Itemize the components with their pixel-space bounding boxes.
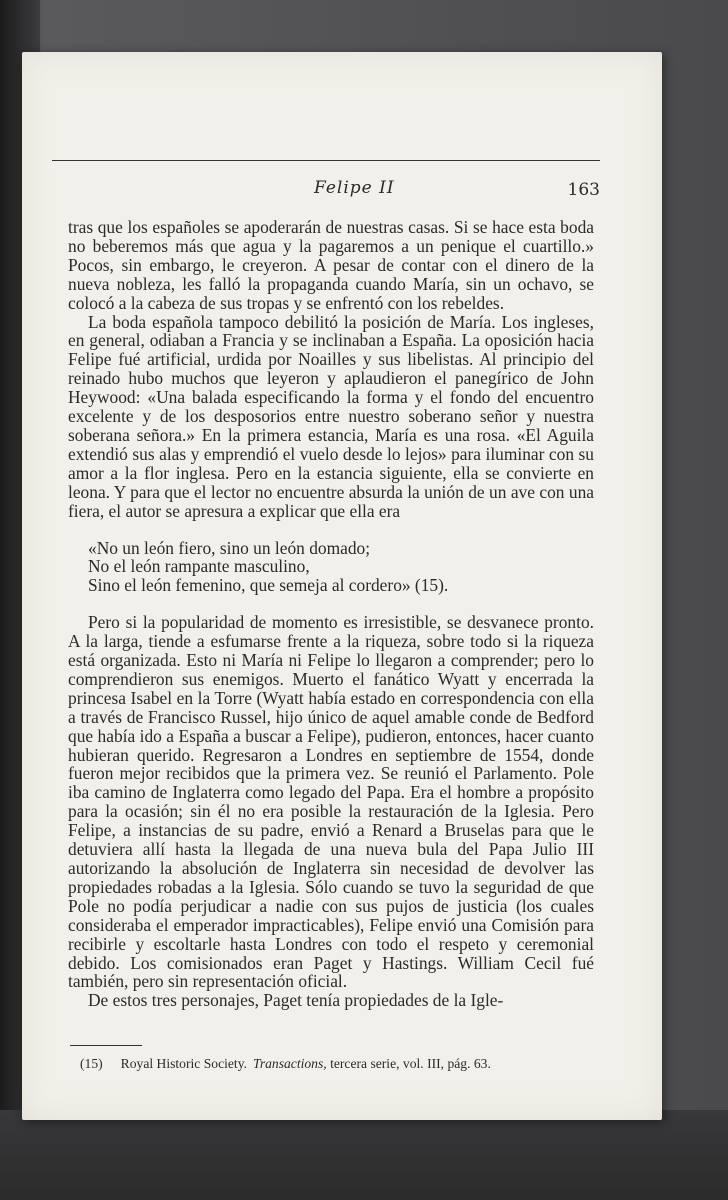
footnote-rule [70, 1045, 142, 1046]
footnote-number: (15) [80, 1056, 103, 1071]
background-table [0, 1110, 728, 1200]
body-text [68, 218, 594, 1010]
footnote-details: tercera serie, vol. III, pág. 63. [330, 1056, 491, 1071]
paragraph-2: La boda española tampoco debilitó la posición de María. Los ingleses, en general, odiaban a Francia y se inclinaban a España. La oposición hacia Felipe fué artificial, urdida por Noailles y sus libelistas. Al principio del reinado hubo muchos que leyeron y aplaudieron el panegírico de John Heywood: «Una balada especificando la forma y el fondo del encuentro excelente y de los desposorios entre nuestro soberano señor y nuestra soberana señora.» En la primera estancia, María es una rosa. «El Aguila extendió sus alas y emprendió el vuelo desde lo lejos» para iluminar con su amor a la flor inglesa. Pero en la estancia siguiente, ella se convierte en leona. Y para que el lector no encuentre absurda la unión de un ave con una fiera, el autor se apresura a explicar que ella era [68, 311, 594, 521]
verse-quote [88, 539, 594, 596]
footnote [80, 1056, 600, 1072]
verse-line: Sino el león femenino, que semeja al cordero» (15). [88, 575, 449, 596]
book-page [22, 52, 662, 1120]
verse-line: «No un león fiero, sino un león domado; [88, 537, 371, 558]
footnote-source: Royal Historic Society. [120, 1056, 248, 1071]
paragraph-3: Pero si la popularidad de momento es irresistible, se desvanece pronto. A la larga, tiende a esfumarse frente a la riqueza, sobre todo si la riqueza está organizada. Esto ni María ni Felipe lo llegaron a comprender; pero lo comprendieron sus enemigos. Muerto el fanático Wyatt y encerrada la princesa Isabel en la Torre (Wyatt había estado en correspondencia con ella a través de Francisco Russel, hijo único de aquel amable conde de Bedford que había ido a España a buscar a Felipe), pudieron, entonces, hacer cuanto hubieran querido. Regresaron a Londres en septiembre de 1554, donde fueron mejor recibidos que la primera vez. Se reunió el Parlamento. Pole iba camino de Inglaterra como legado del Papa. Era el hombre a propósito para la ocasión; sin él no era posible la restauración de la Iglesia. Pero Felipe, a instancias de su padre, envió a Renard a Bruselas para que le detuviera allí hasta la llegada de una nueva bula del Papa Julio III autorizando la absolución de Inglaterra sin necesidad de devolver las propiedades robadas a la Iglesia. Sólo cuando se tuvo la seguridad de que Pole no podía perjudicar a nadie con sus pujos de justicia (los cuales consideraba el emperador impracticables), Felipe envió una Comisión para recibirle y escoltarle hasta Londres con todo el respeto y ceremonial debido. Los comisionados eran Paget y Hastings. William Cecil fué también, pero sin representación oficial. [68, 612, 594, 992]
paragraph-4: De estos tres personajes, Paget tenía propiedades de la Igle- [88, 990, 504, 1011]
verse-line: No el león rampante masculino, [88, 556, 310, 577]
page-number: 163 [567, 180, 600, 200]
page-header [52, 130, 600, 200]
paragraph-1: tras que los españoles se apoderarán de nuestras casas. Si se hace esta boda no beberemos más que agua y la pagaremos a un penique el cuartillo.» Pocos, sin embargo, le creyeron. A pesar de contar con el dinero de la nueva nobleza, les falló la propaganda cuando María, sin un ochavo, se colocó a la cabeza de sus tropas y se enfrentó con los rebeldes. [68, 217, 594, 313]
running-head: Felipe II [314, 178, 395, 198]
footnote-title: Transactions, [253, 1056, 327, 1071]
